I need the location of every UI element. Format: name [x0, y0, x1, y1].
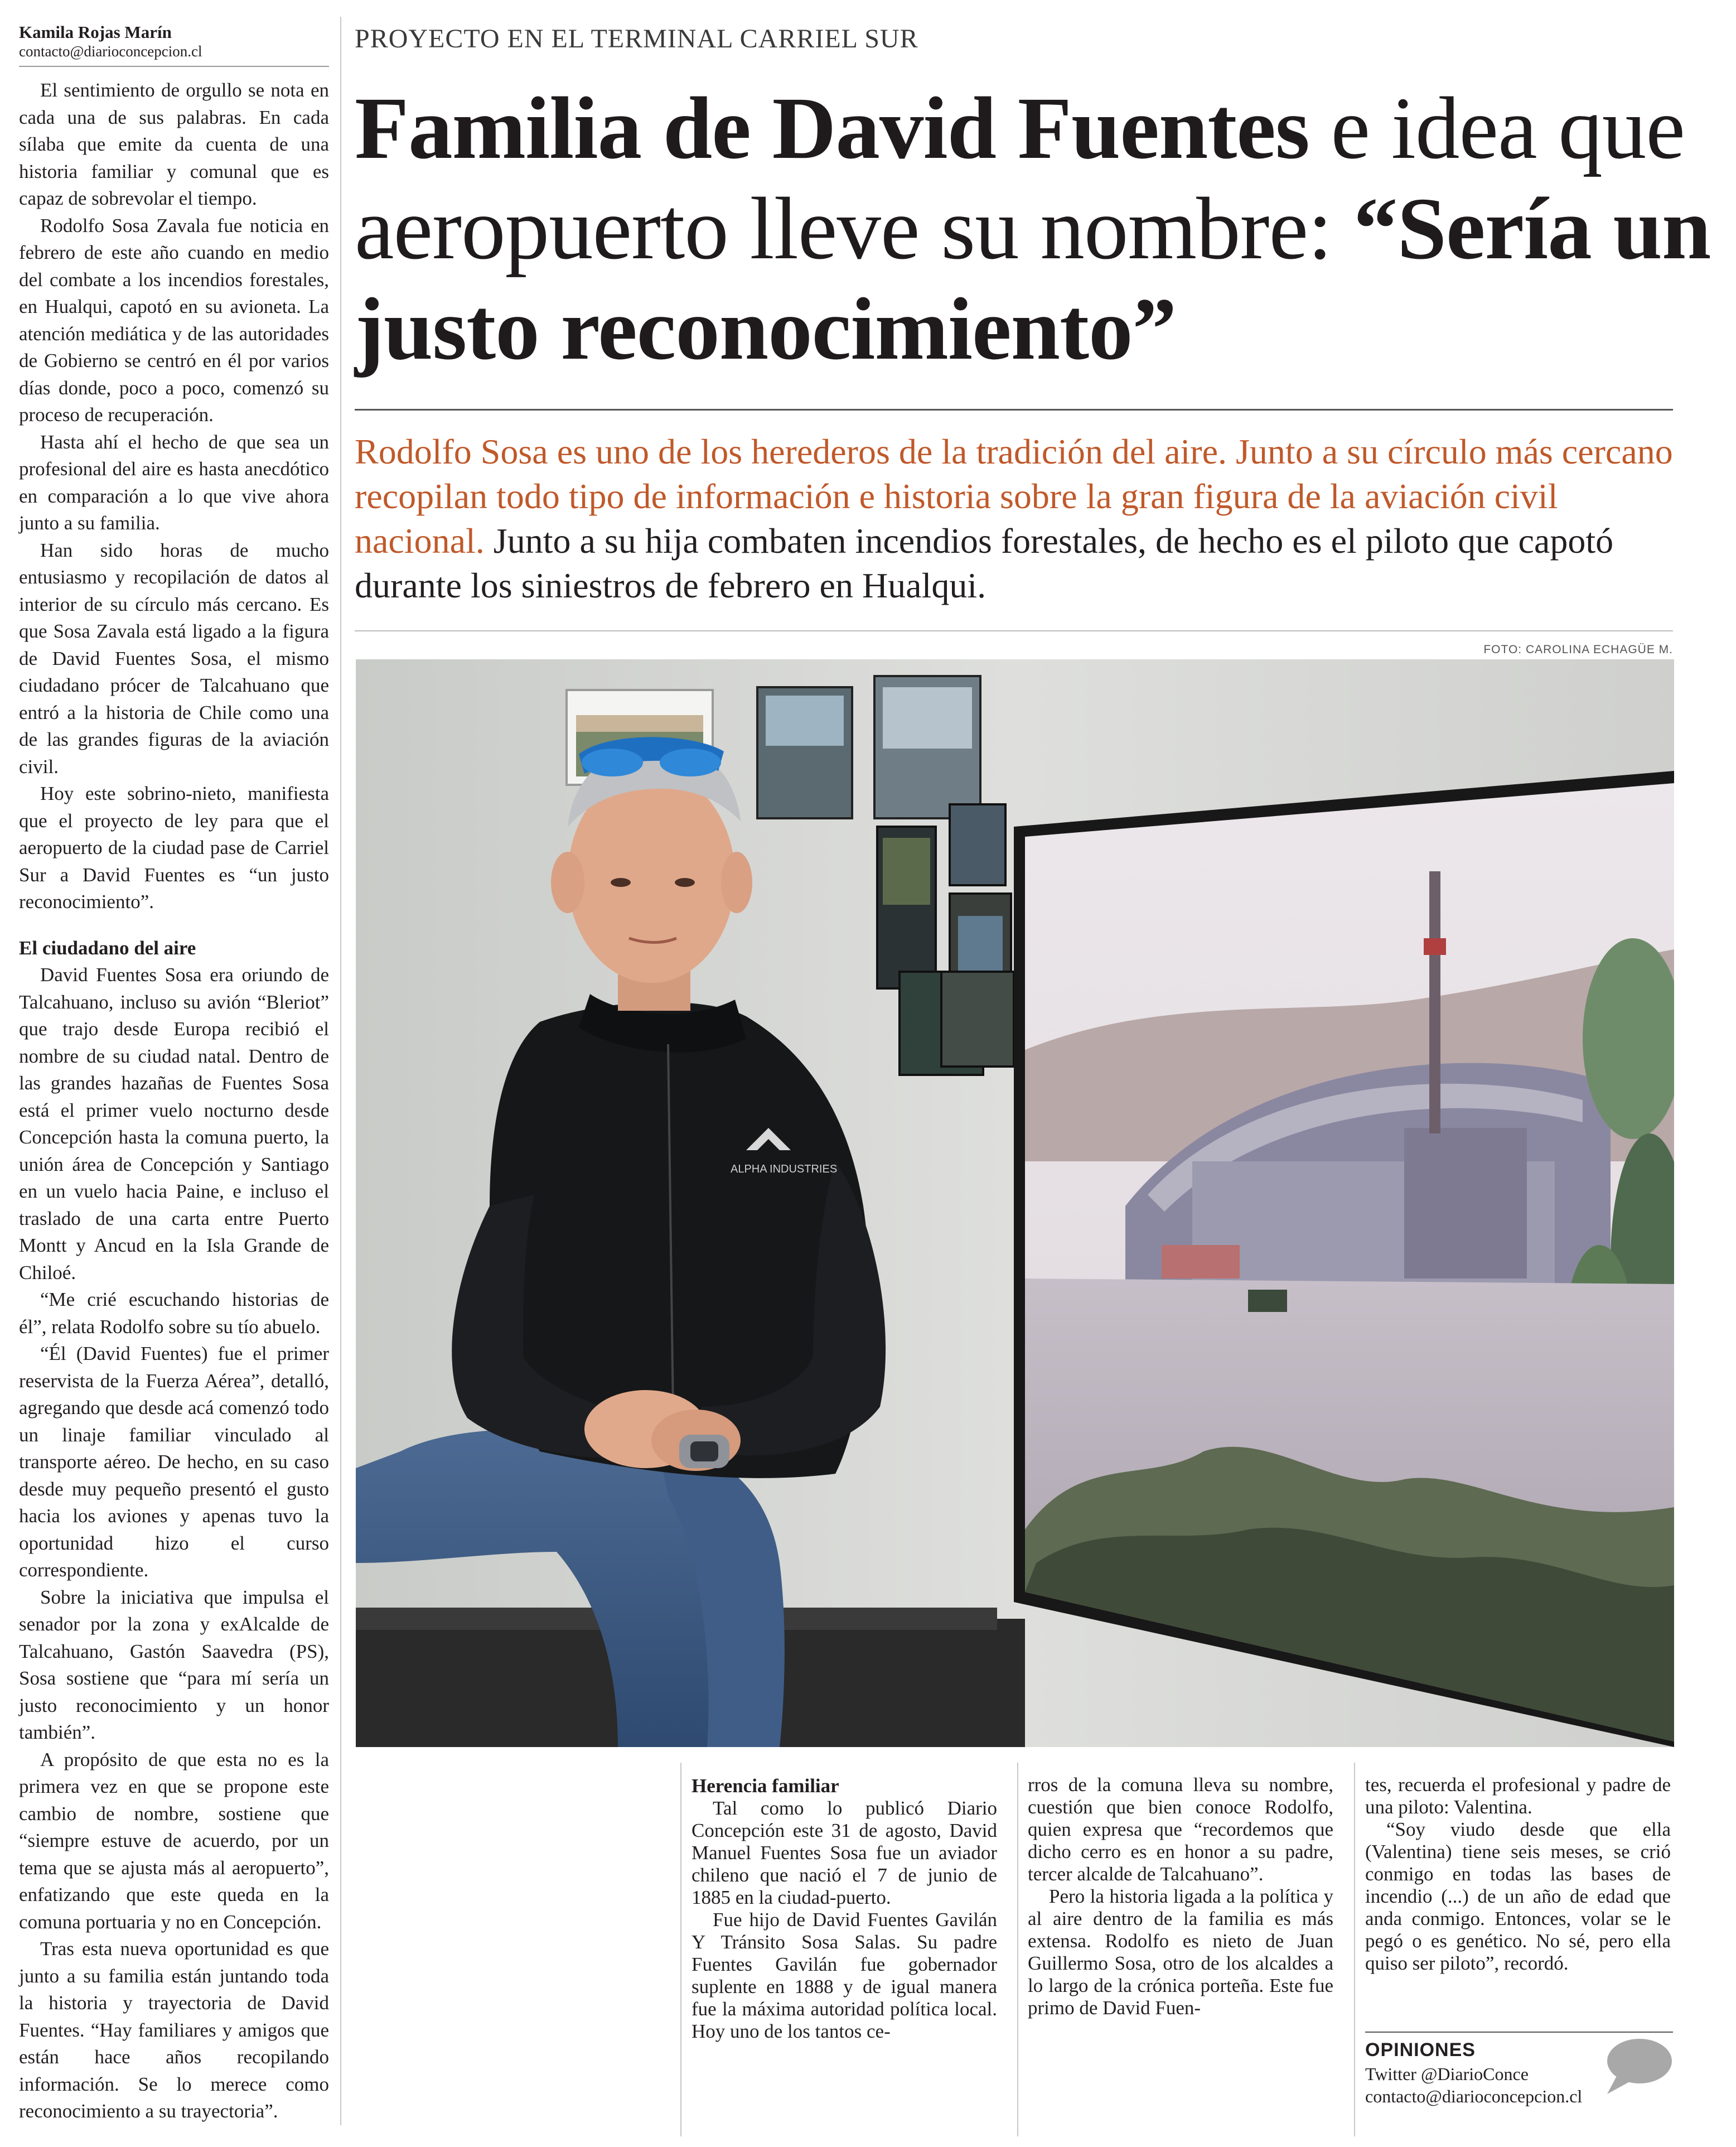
column-divider	[340, 17, 341, 2125]
body-paragraph: Sobre la iniciativa que impulsa el senador por la zona y exAlcalde de Talcahuano, Gastón Saavedra (PS), Sosa sostiene que “para mí sería un justo reconocimiento y un honor también”.	[19, 1586, 329, 1743]
section-subhead: El ciudadano del aire	[19, 937, 196, 959]
body-paragraph: “Él (David Fuentes) fue el primer reservista de la Fuerza Aérea”, detalló, agregando que desde acá comenzó todo un linaje familiar vinculado al transporte aéreo. De hecho, en su caso desde muy pequeño presentó el gusto hacia los aviones y apenas tuvo la oportunidad hizo el curso correspondiente.	[19, 1343, 329, 1581]
body-paragraph: “Me crié escuchando historias de él”, relata Rodolfo sobre su tío abuelo.	[19, 1289, 329, 1338]
airport-screen	[1014, 771, 1674, 1747]
body-paragraph: Hoy este sobrino-nieto, manifiesta que el proyecto de ley para que el aeropuerto de la ciudad pase de Carriel Sur a David Fuentes es “un justo reconocimiento”.	[19, 783, 329, 913]
headline-quote: “Sería un justo reconocimiento”	[355, 180, 1711, 378]
headline-regular: e idea que aeropuerto lleve su nombre:	[355, 79, 1685, 278]
article-column-3	[1028, 1774, 1333, 2019]
kicker: PROYECTO EN EL TERMINAL CARRIEL SUR	[355, 24, 918, 54]
article-column-4	[1365, 1774, 1671, 1975]
body-paragraph: Fue hijo de David Fuentes Gavilán Y Tránsito Sosa Salas. Su padre Fuentes Gavilán fue gobernador suplente en 1888 y de igual manera fue la máxima autoridad política local. Hoy uno de los tantos ce-	[692, 1909, 997, 2042]
speech-bubble-icon	[1600, 2036, 1673, 2097]
body-paragraph-continued: rros de la comuna lleva su nombre, cuestión que bien conoce Rodolfo, quien expresa que “recordemos que dicho cerro es en honor a su padre, tercer alcalde de Talcahuano”.	[1028, 1774, 1333, 1885]
photo-credit: FOTO: CAROLINA ECHAGÜE M.	[1483, 643, 1673, 656]
left-article-column	[19, 77, 329, 2125]
photo-illustration	[356, 659, 1674, 1747]
column-divider	[1354, 1763, 1355, 2136]
byline-divider	[19, 66, 329, 67]
body-paragraph: Han sido horas de mucho entusiasmo y recopilación de datos al interior de su círculo más cercano. Es que Sosa Zavala está ligado a la figura de David Fuentes Sosa, el mismo ciudadano prócer de Talcahuano que entró a la historia de Chile como una de las grandes figuras de la aviación civil.	[19, 539, 329, 778]
section-subhead: Herencia familiar	[692, 1775, 839, 1797]
headline-bold: Familia de David Fuentes	[355, 79, 1309, 177]
column-divider	[680, 1763, 681, 2136]
byline-email: contacto@diarioconcepcion.cl	[19, 43, 202, 60]
body-paragraph: Pero la historia ligada a la política y al aire dentro de la familia es más extensa. Rodolfo es nieto de Juan Guillermo Sosa, otro de los alcaldes a lo largo de la crónica porteña. Este fue primo de David Fuen-	[1028, 1885, 1333, 2019]
body-paragraph: Tal como lo publicó Diario Concepción este 31 de agosto, David Manuel Fuentes Sosa fue un aviador chileno que nació el 7 de junio de 1885 en la ciudad-puerto.	[692, 1797, 997, 1908]
opiniones-divider	[1365, 2032, 1673, 2033]
lead-paragraph	[355, 430, 1687, 608]
body-paragraph: Hasta ahí el hecho de que sea un profesional del aire es hasta anecdótico en comparación a lo que vive ahora junto a su familia.	[19, 431, 329, 534]
body-paragraph: El sentimiento de orgullo se nota en cada una de sus palabras. En cada sílaba que emite da cuenta de una historia familiar y comunal que es capaz de sobrevolar el tiempo.	[19, 79, 329, 209]
body-paragraph: “Soy viudo desde que ella (Valentina) tiene seis meses, se crió conmigo en todas las bases de incendio (...) de un año de edad que anda conmigo. Entonces, volar se le pegó o es genético. No sé, pero ella quiso ser piloto”, recordó.	[1365, 1818, 1671, 1974]
body-paragraph-continued: tes, recuerda el profesional y padre de una piloto: Valentina.	[1365, 1774, 1671, 1818]
body-paragraph: Rodolfo Sosa Zavala fue noticia en febrero de este año cuando en medio del combate a los incendios forestales, en Hualqui, capotó en su avioneta. La atención mediática y de las autoridades de Gobierno se centró en él por varios días donde, poco a poco, comenzó su proceso de recuperación.	[19, 214, 329, 426]
column-divider	[1017, 1763, 1018, 2136]
body-paragraph: David Fuentes Sosa era oriundo de Talcahuano, incluso su avión “Bleriot” que trajo desde Europa recibió el nombre de su ciudad natal. Dentro de las grandes hazañas de Fuentes Sosa está el primer vuelo nocturno desde Concepción hasta la comuna puerto, la unión área de Concepción y Santiago en un vuelo hacia Paine, e incluso el traslado de una carta entre Puerto Montt y Ancud en la Isla Grande de Chiloé.	[19, 964, 329, 1284]
lead-rest: Junto a su hija combaten incendios forestales, de hecho es el piloto que capotó durante los siniestros de febrero en Hualqui.	[355, 521, 1614, 605]
byline-author: Kamila Rojas Marín	[19, 22, 172, 42]
body-paragraph: A propósito de que esta no es la primera vez en que se propone este cambio de nombre, sostiene que “siempre estuve de acuerdo, por un tema que se ajusta más al aeropuerto”, enfatizando que este queda en la comuna portuaria y no en Concepción.	[19, 1748, 329, 1933]
opiniones-email[interactable]: contacto@diarioconcepcion.cl	[1365, 2086, 1583, 2106]
lead-divider	[355, 630, 1673, 631]
body-paragraph: Tras esta nueva oportunidad es que junto a su familia están juntando toda la historia y trayectoria de David Fuentes. “Hay familiares y amigos que están hace años recopilando información. Se lo merece como reconocimiento a su trayectoria”.	[19, 1938, 329, 2122]
headline-divider	[355, 409, 1673, 411]
main-photo	[356, 659, 1674, 1747]
headline	[355, 78, 1715, 379]
article-column-2	[692, 1775, 997, 2043]
opiniones-title: OPINIONES	[1365, 2039, 1476, 2061]
jacket-logo-text: ALPHA INDUSTRIES	[731, 1163, 838, 1175]
opiniones-twitter[interactable]: Twitter @DiarioConce	[1365, 2064, 1529, 2084]
lead-highlight: Rodolfo Sosa es uno de los herederos de la tradición del aire. Junto a su círculo más cercano recopilan todo tipo de información e historia sobre la gran figura de la aviación civil nacional.	[355, 432, 1673, 561]
